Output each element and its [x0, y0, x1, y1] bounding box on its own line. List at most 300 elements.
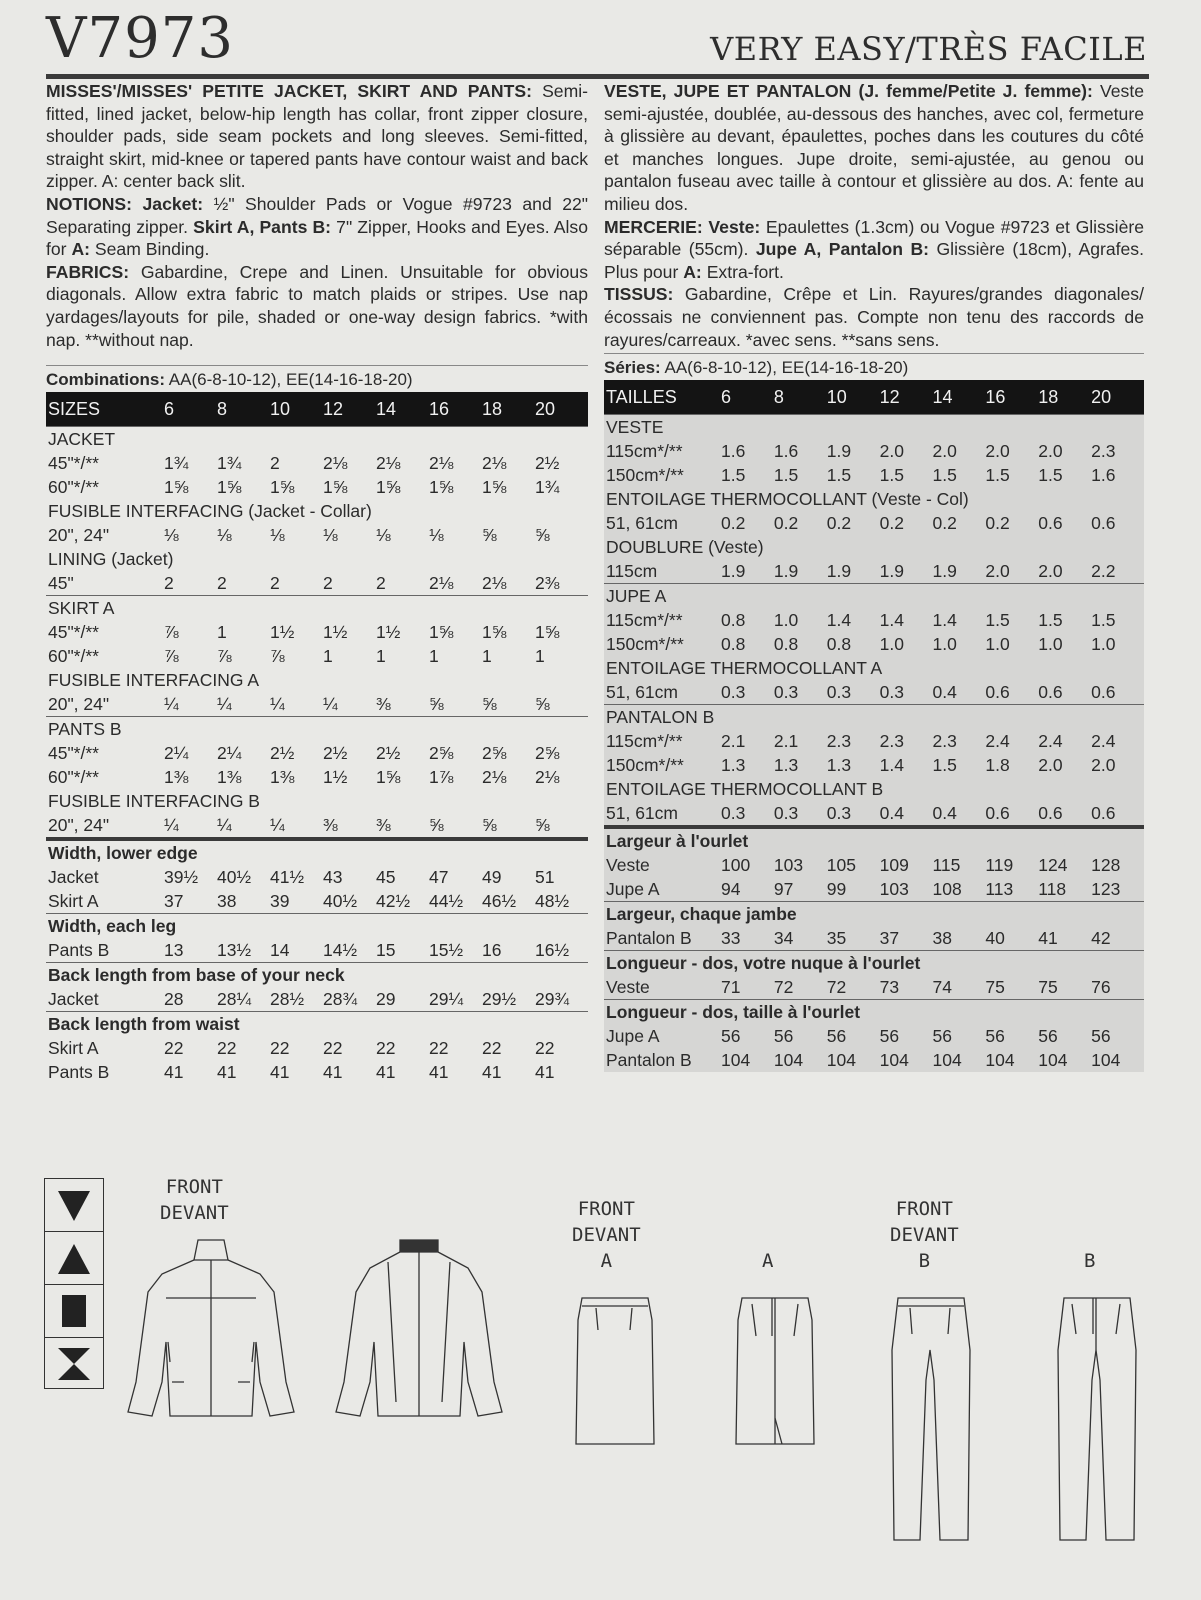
fr-cell: 2.0: [985, 561, 1010, 582]
en-cell: 49: [482, 867, 502, 888]
fr-cell: 1.5: [1091, 610, 1116, 631]
en-notions-a-label: A:: [71, 239, 91, 260]
fr-cell: 72: [773, 977, 794, 998]
en-section-row: [46, 839, 588, 865]
en-cell: 22: [535, 1038, 555, 1059]
skirt-front-drawing: [572, 1290, 658, 1450]
fr-section-row: [604, 535, 1144, 559]
en-table-row: [46, 865, 588, 889]
en-size-header: 18: [482, 392, 535, 427]
en-cell: 2: [164, 573, 174, 594]
fr-table-row: [604, 511, 1144, 535]
fr-cell: 34: [773, 928, 794, 949]
fr-cell: 71: [721, 977, 741, 998]
en-table-row: [46, 644, 588, 668]
en-combinations-value: AA(6-8-10-12), EE(14-16-18-20): [168, 370, 413, 390]
fr-cell: 94: [721, 879, 741, 900]
fr-size-header: 18: [1038, 380, 1091, 415]
fr-cell: 40: [985, 928, 1005, 949]
fr-cell: 128: [1091, 855, 1121, 876]
fr-cell: 99: [826, 879, 847, 900]
fr-row-label: Pantalon B: [606, 1050, 692, 1071]
fr-cell: 35: [826, 928, 847, 949]
fr-cell: 0.2: [826, 513, 852, 534]
pants-front-drawing: [886, 1290, 976, 1550]
fr-cell: 2.4: [1091, 731, 1116, 752]
fr-table-row: [604, 1024, 1144, 1048]
en-cell: 1⅝: [482, 622, 507, 643]
en-cell: 41: [535, 1062, 555, 1083]
en-notions-jacket-label: Jacket:: [142, 193, 204, 214]
en-cell: 28¼: [217, 989, 252, 1010]
en-cell: 1: [376, 646, 386, 667]
en-section-label: FUSIBLE INTERFACING (Jacket - Collar): [48, 501, 372, 522]
en-cell: 2⅛: [482, 573, 507, 594]
english-description: [46, 80, 588, 351]
en-title: MISSES'/MISSES' PETITE JACKET, SKIRT AND PANTS:: [46, 81, 532, 101]
en-row-label: Skirt A: [48, 1038, 99, 1059]
divider: [604, 353, 1144, 354]
fr-cell: 0.3: [826, 803, 852, 824]
fr-size-header: 8: [774, 380, 827, 415]
fr-cell: 0.3: [721, 803, 746, 824]
divider: [46, 365, 588, 366]
fr-table-row: [604, 439, 1144, 463]
fr-cell: 2.2: [1091, 561, 1116, 582]
en-cell: 22: [482, 1038, 502, 1059]
en-row-label: 60"*/**: [48, 767, 99, 788]
en-cell: 2½: [376, 743, 401, 764]
fr-cell: 41: [1038, 928, 1058, 949]
en-row-label: 20", 24": [48, 694, 110, 715]
fr-row-label: 115cm*/**: [606, 441, 683, 462]
en-cell: 39: [270, 891, 290, 912]
fr-cell: 1.5: [985, 465, 1010, 486]
fr-cell: 2.0: [1038, 755, 1063, 776]
en-cell: 41: [376, 1062, 396, 1083]
en-section-row: [46, 789, 588, 813]
en-cell: ¼: [217, 815, 232, 836]
fr-series-value: AA(6-8-10-12), EE(14-16-18-20): [664, 358, 909, 378]
fr-size-header: 12: [880, 380, 933, 415]
en-table-row: [46, 741, 588, 765]
fr-cell: 1.3: [721, 755, 746, 776]
en-cell: 2⅛: [323, 453, 348, 474]
en-cell: 42½: [376, 891, 411, 912]
fr-cell: 1.5: [932, 755, 957, 776]
fr-section-label: VESTE: [604, 415, 1144, 440]
fr-section-row: [604, 951, 1144, 976]
en-cell: 1⅜: [164, 767, 189, 788]
en-section-label: Back length from waist: [46, 1012, 588, 1037]
fr-cell: 1.5: [1038, 610, 1063, 631]
en-cell: 22: [217, 1038, 237, 1059]
fr-cell: 1.6: [773, 441, 799, 462]
fr-cell: 104: [721, 1050, 751, 1071]
fr-section-row: [604, 415, 1144, 440]
en-table-header: [46, 392, 588, 427]
fr-cell: 0.2: [932, 513, 957, 534]
en-cell: ⅝: [482, 694, 497, 715]
fr-description-text: Veste semi-ajustée, doublée, au-dessous des hanches, avec col, fermeture à glissière au devant, épaulettes, poches dans les coutures du côté et manches longues. Jupe droite, semi-ajustée, au genou ou pantalon fuseau avec taille à contour et glissière au dos. A: fente au milieu dos.: [604, 81, 1145, 214]
fr-cell: 118: [1038, 879, 1067, 900]
en-section-row: [46, 1012, 588, 1037]
en-cell: 14: [270, 940, 290, 961]
en-cell: 2⅛: [482, 453, 507, 474]
en-cell: 1⅝: [429, 477, 454, 498]
fr-cell: 56: [1091, 1026, 1111, 1047]
en-cell: 2: [270, 573, 280, 594]
en-cell: 1½: [323, 767, 348, 788]
fr-cell: 0.6: [1038, 682, 1063, 703]
en-section-row: [46, 427, 588, 452]
fr-cell: 0.8: [826, 634, 852, 655]
en-cell: 22: [270, 1038, 290, 1059]
french-column: [604, 80, 1144, 1072]
en-combinations: [46, 370, 588, 392]
fr-mercerie-jupe: Glissière (18cm), Agrafes. Plus pour: [604, 239, 1144, 282]
fr-cell: 42: [1091, 928, 1111, 949]
skirt-front-label: FRONT DEVANT A: [572, 1198, 641, 1272]
fr-cell: 1.3: [826, 755, 852, 776]
fr-cell: 0.6: [985, 803, 1010, 824]
fr-cell: 0.2: [879, 513, 904, 534]
en-cell: 51: [535, 867, 555, 888]
en-cell: 1¾: [217, 453, 242, 474]
fr-section-row: [604, 777, 1144, 801]
skirt-back-label: A: [762, 1250, 774, 1272]
en-cell: 1⅝: [323, 477, 348, 498]
en-cell: 1⅞: [429, 767, 454, 788]
en-cell: ¼: [270, 694, 285, 715]
difficulty-label: VERY EASY/TRÈS FACILE: [710, 30, 1147, 68]
en-cell: 1½: [323, 622, 348, 643]
fr-cell: 104: [773, 1050, 804, 1071]
fr-cell: 124: [1038, 855, 1068, 876]
en-cell: 22: [376, 1038, 396, 1059]
en-size-header: 8: [217, 392, 270, 427]
fr-table-row: [604, 1048, 1144, 1072]
fr-cell: 56: [773, 1026, 794, 1047]
fr-header-label: TAILLES: [604, 380, 721, 415]
en-section-label: FUSIBLE INTERFACING A: [48, 670, 260, 691]
fr-cell: 1.9: [826, 441, 852, 462]
en-cell: ⅛: [323, 525, 338, 546]
fr-cell: 1.5: [985, 610, 1010, 631]
en-notions-label: NOTIONS:: [46, 193, 133, 214]
fr-cell: 1.0: [932, 634, 957, 655]
fr-row-label: 115cm: [606, 561, 658, 582]
symbol-key: [44, 1178, 104, 1389]
fr-section-label: JUPE A: [604, 584, 1144, 609]
fr-section-row: [604, 487, 1144, 511]
fr-cell: 100: [721, 855, 751, 876]
fr-section-row: [604, 584, 1144, 609]
en-size-header: 16: [429, 392, 482, 427]
jacket-front-drawing: [118, 1232, 304, 1422]
en-cell: 1½: [270, 622, 295, 643]
fr-cell: 1.0: [1038, 634, 1063, 655]
en-cell: 2: [270, 453, 280, 474]
en-cell: 1⅝: [270, 477, 295, 498]
fr-cell: 0.3: [721, 682, 746, 703]
en-notions-a: Seam Binding.: [94, 239, 210, 260]
fr-cell: 1.5: [1038, 465, 1063, 486]
en-table-row: [46, 889, 588, 914]
en-cell: 1: [429, 646, 439, 667]
fr-cell: 56: [932, 1026, 952, 1047]
triangle-down-icon: [45, 1179, 103, 1232]
en-cell: 1⅜: [270, 767, 295, 788]
fr-cell: 103: [773, 855, 804, 876]
en-section-label: SKIRT A: [46, 596, 588, 621]
fr-cell: 37: [879, 928, 900, 949]
en-section-row: [46, 499, 588, 523]
fr-cell: 73: [879, 977, 900, 998]
fr-table-row: [604, 632, 1144, 656]
en-cell: ⅜: [376, 694, 391, 715]
fr-cell: 1.9: [773, 561, 799, 582]
en-cell: 1: [482, 646, 492, 667]
fr-section-row: [604, 902, 1144, 927]
fr-mercerie-veste-label: Veste:: [708, 216, 761, 237]
en-cell: 1: [535, 646, 545, 667]
en-cell: ⅝: [482, 525, 497, 546]
en-table-row: [46, 938, 588, 963]
en-cell: ⅞: [270, 646, 285, 667]
en-cell: 40½: [217, 867, 252, 888]
pattern-number: V7973: [46, 6, 234, 71]
en-size-header: 20: [535, 392, 588, 427]
fr-row-label: 51, 61cm: [606, 803, 678, 824]
fr-cell: 2.3: [826, 731, 852, 752]
en-row-label: 20", 24": [48, 815, 110, 836]
en-cell: 39½: [164, 867, 199, 888]
en-cell: ¼: [270, 815, 285, 836]
fr-cell: 1.9: [932, 561, 957, 582]
en-cell: 48½: [535, 891, 570, 912]
fr-cell: 0.3: [879, 682, 904, 703]
fr-section-label: Largeur à l'ourlet: [604, 827, 1144, 853]
en-row-label: 45"*/**: [48, 453, 99, 474]
en-row-label: Skirt A: [48, 891, 99, 912]
en-cell: ⅛: [164, 525, 179, 546]
fr-table-row: [604, 608, 1144, 632]
en-section-label: LINING (Jacket): [48, 549, 174, 570]
fr-cell: 104: [932, 1050, 962, 1071]
fr-cell: 2.4: [1038, 731, 1063, 752]
fr-cell: 97: [773, 879, 794, 900]
en-cell: ¼: [323, 694, 338, 715]
fr-cell: 1.5: [879, 465, 904, 486]
fr-cell: 0.2: [985, 513, 1010, 534]
fr-tissus-label: TISSUS:: [604, 284, 674, 305]
fr-cell: 74: [932, 977, 952, 998]
en-cell: 2½: [535, 453, 560, 474]
fr-cell: 104: [1091, 1050, 1121, 1071]
en-cell: ⅛: [429, 525, 444, 546]
fr-cell: 0.4: [879, 803, 904, 824]
fr-table-row: [604, 463, 1144, 487]
en-cell: 22: [429, 1038, 449, 1059]
fr-mercerie-a: Extra-fort.: [706, 261, 784, 282]
fr-cell: 2.4: [985, 731, 1010, 752]
en-section-row: [46, 668, 588, 692]
fr-cell: 0.6: [985, 682, 1010, 703]
fr-cell: 0.6: [1038, 803, 1063, 824]
en-table-row: [46, 813, 588, 839]
fr-cell: 1.3: [773, 755, 799, 776]
fr-section-label: PANTALON B: [604, 705, 1144, 730]
en-section-label: PANTS B: [46, 717, 588, 742]
fr-cell: 0.4: [932, 803, 957, 824]
fr-section-label: ENTOILAGE THERMOCOLLANT B: [606, 779, 884, 800]
en-cell: ⅝: [535, 694, 550, 715]
en-cell: 41: [270, 1062, 290, 1083]
en-cell: 29: [376, 989, 396, 1010]
en-table-row: [46, 1060, 588, 1084]
fr-cell: 33: [721, 928, 741, 949]
fr-title: VESTE, JUPE ET PANTALON (J. femme/Petite J. femme):: [604, 81, 1093, 101]
en-yardage-table: [46, 392, 588, 1084]
fr-cell: 0.2: [773, 513, 799, 534]
fr-cell: 1.4: [826, 610, 852, 631]
fr-cell: 1.6: [721, 441, 746, 462]
en-row-label: 20", 24": [48, 525, 110, 546]
english-column: [46, 80, 588, 1084]
en-notions-skirt-label: Skirt A, Pants B:: [193, 216, 332, 237]
en-cell: ⅜: [376, 815, 391, 836]
en-cell: ⅜: [323, 815, 338, 836]
en-fabrics: Gabardine, Crepe and Linen. Unsuitable for obvious diagonals. Allow extra fabric to match plaids or stripes. Use nap yardages/layouts for pile, shaded or one-way design fabrics. *with nap. **without nap.: [46, 261, 588, 350]
en-cell: ¼: [217, 694, 232, 715]
en-cell: 2⅛: [482, 767, 507, 788]
fr-cell: 104: [879, 1050, 909, 1071]
en-cell: 1⅝: [217, 477, 242, 498]
en-cell: 14½: [323, 940, 358, 961]
fr-cell: 0.3: [773, 803, 799, 824]
en-cell: 1: [217, 622, 227, 643]
en-section-row: [46, 547, 588, 571]
fr-cell: 1.5: [773, 465, 799, 486]
en-cell: ⅞: [164, 646, 179, 667]
fr-section-row: [604, 705, 1144, 730]
en-cell: 1⅝: [535, 622, 560, 643]
en-cell: 28: [164, 989, 184, 1010]
en-cell: 22: [323, 1038, 343, 1059]
fr-section-row: [604, 656, 1144, 680]
fr-cell: 0.8: [721, 634, 746, 655]
fr-cell: 1.0: [985, 634, 1010, 655]
en-section-label: JACKET: [46, 427, 588, 452]
fr-cell: 56: [879, 1026, 900, 1047]
jacket-back-drawing: [326, 1232, 512, 1422]
fr-cell: 0.2: [721, 513, 746, 534]
fr-cell: 0.8: [721, 610, 746, 631]
en-row-label: Jacket: [48, 867, 99, 888]
fr-section-label: Longueur - dos, taille à l'ourlet: [604, 1000, 1144, 1025]
en-cell: 44½: [429, 891, 464, 912]
en-cell: 2⅝: [535, 743, 560, 764]
en-cell: 13½: [217, 940, 252, 961]
fr-cell: 2.3: [1091, 441, 1116, 462]
pants-front-label: FRONT DEVANT B: [890, 1198, 959, 1272]
en-cell: 1⅝: [482, 477, 507, 498]
en-cell: ⅝: [429, 694, 444, 715]
en-table-row: [46, 1036, 588, 1060]
en-cell: 29½: [482, 989, 517, 1010]
en-cell: 37: [164, 891, 184, 912]
en-section-row: [46, 717, 588, 742]
fr-section-label: Largeur, chaque jambe: [604, 902, 1144, 927]
en-fabrics-label: FABRICS:: [46, 261, 130, 282]
fr-table-row: [604, 926, 1144, 951]
fr-cell: 72: [826, 977, 847, 998]
fr-section-label: Longueur - dos, votre nuque à l'ourlet: [604, 951, 1144, 976]
fr-row-label: Veste: [606, 977, 650, 998]
en-cell: 1⅝: [164, 477, 189, 498]
en-row-label: Jacket: [48, 989, 99, 1010]
en-cell: 16½: [535, 940, 570, 961]
en-size-header: 10: [270, 392, 323, 427]
fr-table-row: [604, 729, 1144, 753]
fr-section-row: [604, 827, 1144, 853]
fr-cell: 2.0: [879, 441, 904, 462]
fr-cell: 1.5: [721, 465, 746, 486]
en-cell: 2⅝: [482, 743, 507, 764]
en-cell: 46½: [482, 891, 517, 912]
fr-row-label: 150cm*/**: [606, 634, 684, 655]
en-cell: 2⅛: [535, 767, 560, 788]
en-cell: 2: [323, 573, 333, 594]
fr-cell: 1.0: [773, 610, 799, 631]
fr-cell: 119: [985, 855, 1014, 876]
en-cell: 38: [217, 891, 237, 912]
en-notions-skirt: 7" Zipper, Hooks and Eyes. Also for: [46, 216, 589, 260]
fr-row-label: Veste: [606, 855, 650, 876]
en-cell: 13: [164, 940, 184, 961]
fr-cell: 109: [879, 855, 909, 876]
fr-mercerie-jupe-label: Jupe A, Pantalon B:: [755, 239, 930, 260]
en-table-row: [46, 620, 588, 644]
en-table-row: [46, 765, 588, 789]
en-cell: ¼: [164, 815, 179, 836]
fr-cell: 75: [1038, 977, 1058, 998]
en-cell: 1½: [376, 622, 401, 643]
en-table-row: [46, 523, 588, 547]
fr-cell: 105: [826, 855, 856, 876]
fr-cell: 76: [1091, 977, 1111, 998]
en-section-row: [46, 596, 588, 621]
fr-cell: 0.8: [773, 634, 799, 655]
triangle-up-icon: [45, 1232, 103, 1285]
en-row-label: 60"*/**: [48, 477, 99, 498]
en-size-header: 14: [376, 392, 429, 427]
fr-cell: 1.8: [985, 755, 1010, 776]
en-cell: 2⅜: [535, 573, 560, 594]
en-cell: 2⅛: [429, 453, 454, 474]
en-cell: 1⅜: [217, 767, 242, 788]
en-cell: 41: [323, 1062, 343, 1083]
en-cell: 28¾: [323, 989, 358, 1010]
fr-cell: 2.1: [773, 731, 799, 752]
en-cell: 40½: [323, 891, 358, 912]
fr-row-label: Jupe A: [606, 1026, 660, 1047]
fr-cell: 1.4: [879, 610, 904, 631]
en-cell: 1⅝: [376, 767, 401, 788]
en-row-label: 45"*/**: [48, 743, 99, 764]
fr-cell: 0.4: [932, 682, 957, 703]
